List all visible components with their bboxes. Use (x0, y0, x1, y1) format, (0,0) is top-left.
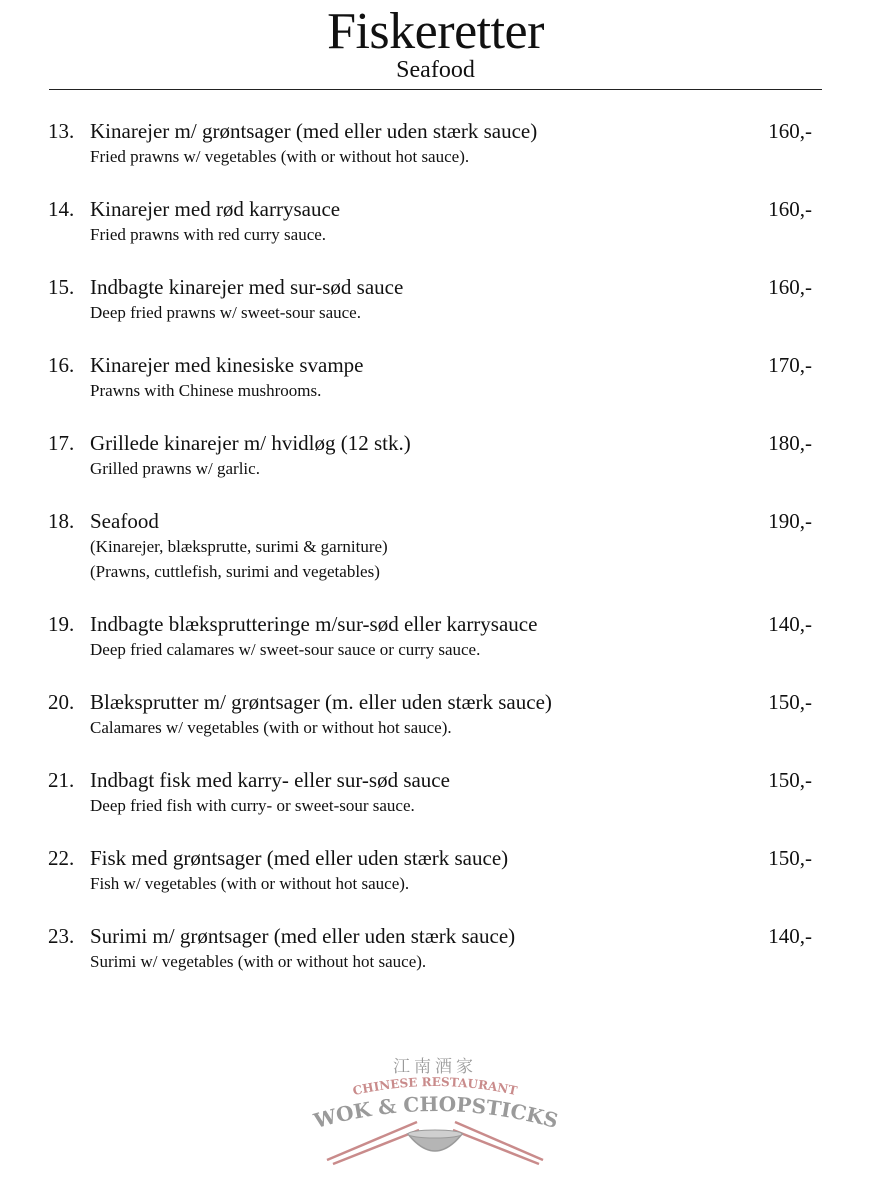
item-description: Deep fried fish with curry- or sweet-sour sauce. (90, 796, 415, 815)
header-divider (49, 89, 822, 90)
item-price: 150,- (768, 768, 812, 792)
chopstick-right (455, 1122, 543, 1160)
item-price: 140,- (768, 924, 812, 948)
item-name: Indbagt fisk med karry- eller sur-sød sauce (90, 768, 450, 792)
item-description: (Prawns, cuttlefish, surimi and vegetables) (90, 562, 380, 581)
item-name: Seafood (90, 509, 159, 533)
item-description: Fried prawns w/ vegetables (with or without hot sauce). (90, 147, 470, 166)
item-name: Kinarejer m/ grøntsager (med eller uden stærk sauce) (90, 119, 538, 143)
logo-name: WOK & CHOPSTICKS (311, 1091, 561, 1134)
item-name: Indbagte kinarejer med sur-sød sauce (90, 275, 404, 299)
page-title: Fiskeretter (327, 3, 544, 60)
item-price: 160,- (768, 119, 812, 143)
wok-rim (408, 1130, 462, 1138)
item-number: 18. (48, 509, 75, 533)
item-number: 16. (48, 353, 75, 377)
item-price: 170,- (768, 353, 812, 377)
item-number: 14. (48, 197, 75, 221)
item-description: Grilled prawns w/ garlic. (90, 459, 260, 478)
item-price: 180,- (768, 431, 812, 455)
item-number: 15. (48, 275, 75, 299)
item-number: 23. (48, 924, 75, 948)
item-description: Fish w/ vegetables (with or without hot sauce). (90, 874, 410, 893)
item-description: Fried prawns with red curry sauce. (90, 225, 327, 244)
page-subtitle: Seafood (396, 57, 475, 83)
item-number: 20. (48, 690, 75, 714)
item-number: 13. (48, 119, 75, 143)
item-name: Kinarejer med rød karrysauce (90, 197, 341, 221)
logo-graphic (305, 1052, 565, 1172)
item-name: Grillede kinarejer m/ hvidløg (12 stk.) (90, 431, 411, 455)
item-number: 19. (48, 612, 75, 636)
item-description: Prawns with Chinese mushrooms. (90, 381, 322, 400)
item-price: 140,- (768, 612, 812, 636)
chopstick-left (333, 1130, 419, 1164)
logo-chinese-text: 江南酒家 (393, 1057, 477, 1077)
item-name: Blæksprutter m/ grøntsager (m. eller uden stærk sauce) (90, 690, 552, 714)
item-number: 22. (48, 846, 75, 870)
item-number: 17. (48, 431, 75, 455)
chopstick-right (453, 1130, 539, 1164)
chopstick-left (327, 1122, 417, 1160)
item-description: Calamares w/ vegetables (with or without hot sauce). (90, 718, 452, 737)
item-price: 160,- (768, 197, 812, 221)
item-name: Indbagte blæksprutteringe m/sur-sød eller karrysauce (90, 612, 538, 636)
logo-tagline: CHINESE RESTAURANT (351, 1074, 519, 1099)
item-number: 21. (48, 768, 75, 792)
item-name: Surimi m/ grøntsager (med eller uden stærk sauce) (90, 924, 516, 948)
restaurant-logo (305, 1052, 565, 1172)
item-name: Kinarejer med kinesiske svampe (90, 353, 364, 377)
item-name: Fisk med grøntsager (med eller uden stærk sauce) (90, 846, 509, 870)
item-description: (Kinarejer, blæksprutte, surimi & garniture) (90, 537, 388, 556)
item-price: 150,- (768, 846, 812, 870)
item-description: Deep fried calamares w/ sweet-sour sauce or curry sauce. (90, 640, 481, 659)
item-price: 190,- (768, 509, 812, 533)
item-price: 150,- (768, 690, 812, 714)
item-description: Deep fried prawns w/ sweet-sour sauce. (90, 303, 361, 322)
item-price: 160,- (768, 275, 812, 299)
item-description: Surimi w/ vegetables (with or without hot sauce). (90, 952, 427, 971)
